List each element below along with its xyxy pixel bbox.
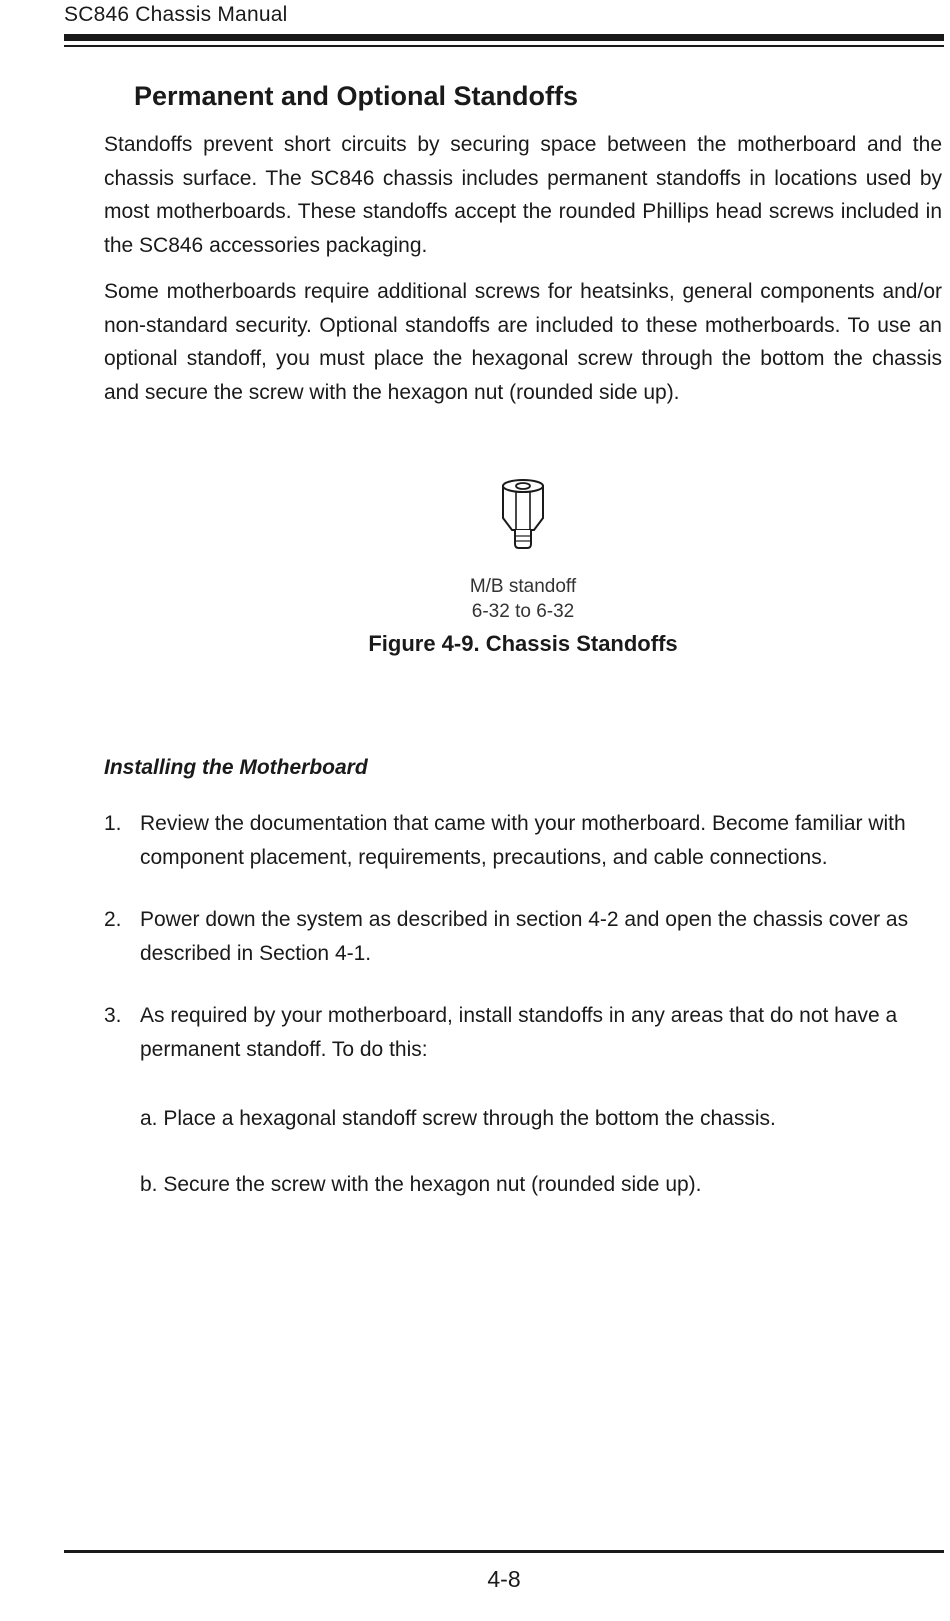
- figure-label-line2: 6-32 to 6-32: [471, 601, 575, 622]
- list-item: [104, 807, 944, 874]
- substep-a: a. Place a hexagonal standoff screw through the bottom the chassis.: [140, 1106, 776, 1130]
- section-heading: Permanent and Optional Standoffs: [134, 81, 579, 111]
- figure-label: [104, 574, 942, 624]
- paragraph-standoffs-intro: Standoffs prevent short circuits by securing space between the motherboard and the chassis surface. The SC846 chassis includes permanent standoffs in locations used by most motherboards. These standoffs accept the rounded Phillips head screws included in the SC846 accessories packaging.: [104, 133, 942, 257]
- list-item: [104, 999, 944, 1201]
- procedure-heading: Installing the Motherboard: [104, 756, 368, 779]
- running-header: SC846 Chassis Manual: [64, 3, 288, 26]
- list-item: [104, 903, 944, 970]
- header-rule: [64, 34, 944, 41]
- header-rule-thin: [64, 45, 944, 47]
- footer-rule: [64, 1550, 944, 1553]
- step-number: 1.: [104, 812, 122, 835]
- procedure-steps: [104, 807, 944, 1231]
- paragraph-optional-standoffs: Some motherboards require additional screws for heatsinks, general components and/or non-standard security. Optional standoffs are included to these motherboards. To use an optional standoff, you must place the hexagonal screw through the bottom the chassis and secure the screw with the hexagon nut (rounded side up).: [104, 280, 942, 404]
- figure-caption: Figure 4-9. Chassis Standoffs: [368, 631, 678, 656]
- standoff-illustration: [500, 478, 546, 554]
- page-number: 4-8: [487, 1566, 521, 1592]
- step-text: As required by your motherboard, install standoffs in any areas that do not have a permanent standoff. To do this:: [140, 1004, 898, 1061]
- figure-label-line1: M/B standoff: [469, 576, 577, 597]
- step-number: 2.: [104, 908, 122, 932]
- figure-chassis-standoffs: [104, 478, 942, 657]
- step-text: Review the documentation that came with your motherboard. Become familiar with component placement, requirements, precautions, and cable connections.: [140, 812, 906, 869]
- step-number: 3.: [104, 1004, 122, 1028]
- step-text: Power down the system as described in section 4-2 and open the chassis cover as described in Section 4-1.: [140, 908, 909, 965]
- substep-b: b. Secure the screw with the hexagon nut (rounded side up).: [140, 1173, 702, 1197]
